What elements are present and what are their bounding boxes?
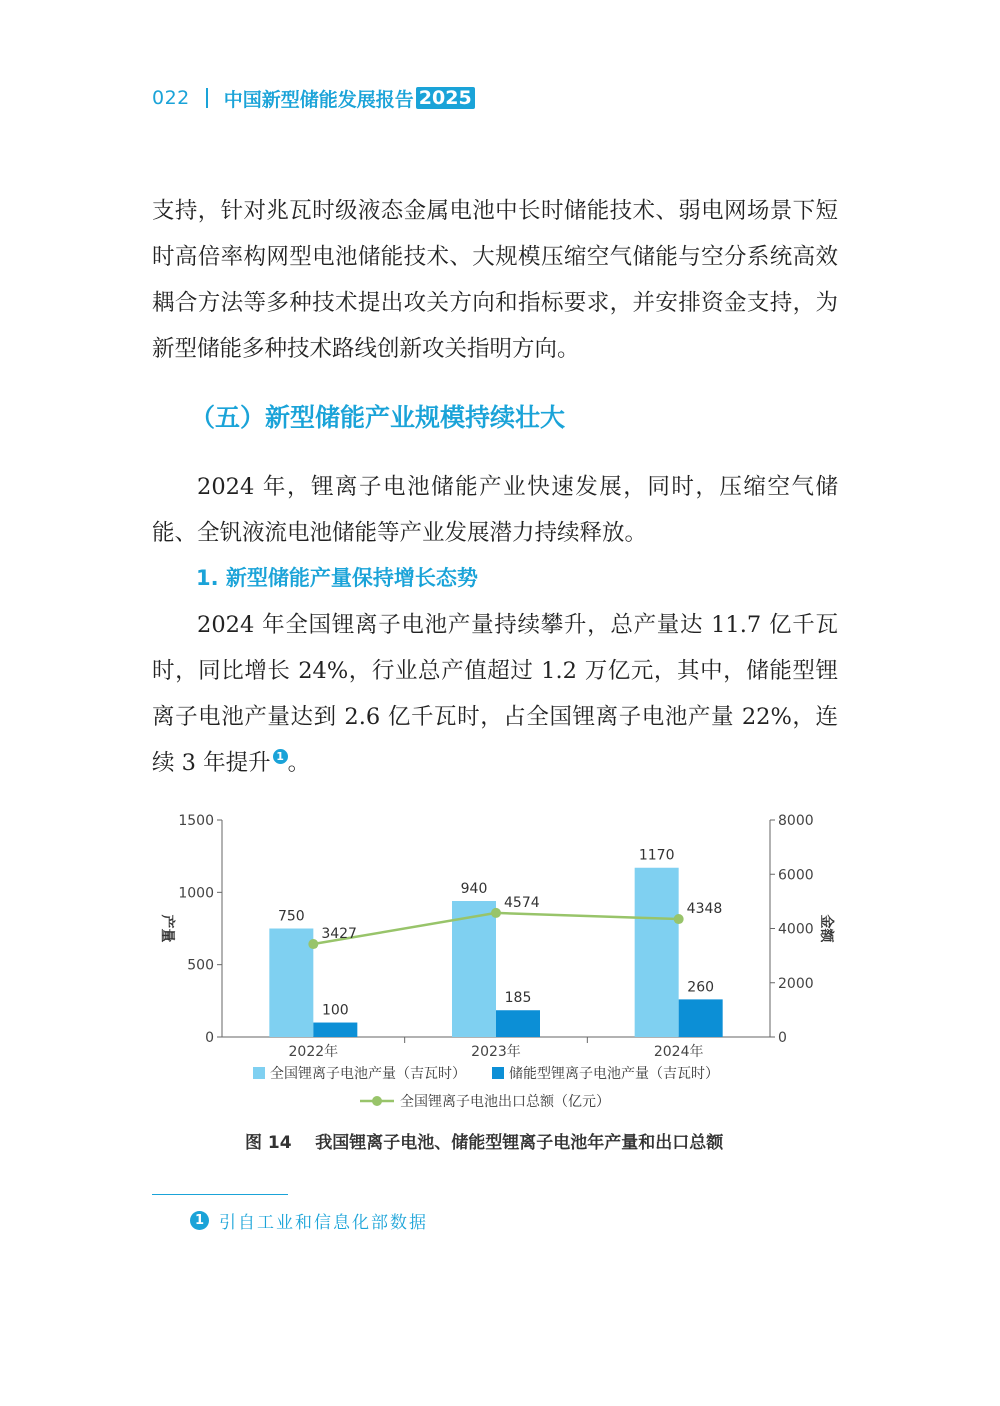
right-axis-tick-label: 4000: [778, 921, 814, 938]
bar-storage: [313, 1023, 357, 1037]
legend-label: 全国锂离子电池出口总额（亿元）: [400, 1094, 610, 1110]
bar-data-label: 185: [504, 990, 532, 1007]
bar-total: [452, 901, 496, 1037]
export-data-label: 3427: [321, 926, 357, 943]
x-axis-tick-label: 2024年: [653, 1044, 704, 1060]
bar-data-label: 100: [321, 1002, 349, 1019]
page-number: 022: [152, 87, 190, 109]
bar-data-label: 940: [460, 881, 488, 898]
left-axis-title: 产量: [159, 914, 175, 943]
export-point: [491, 908, 501, 918]
footnote-number: 1: [190, 1211, 209, 1230]
x-axis-tick-label: 2022年: [288, 1044, 339, 1060]
footnote-marker[interactable]: 1: [273, 749, 288, 764]
paragraph-3-end: 。: [287, 750, 311, 776]
footnote: [190, 1208, 428, 1233]
legend-label: 全国锂离子电池产量（吉瓦时）: [270, 1066, 466, 1082]
legend-swatch: [492, 1067, 504, 1079]
footnote-text: 引自工业和信息化部数据: [219, 1213, 428, 1233]
production-export-chart: [150, 800, 850, 1125]
right-axis-tick-label: 6000: [778, 867, 814, 884]
legend-marker: [372, 1096, 382, 1106]
right-axis-tick-label: 8000: [778, 813, 814, 829]
export-point: [674, 914, 684, 924]
left-axis-tick-label: 1000: [178, 885, 214, 902]
report-year-badge: 2025: [416, 87, 475, 109]
legend-swatch: [253, 1067, 265, 1079]
left-axis-tick-label: 0: [205, 1030, 214, 1046]
page-header: [152, 84, 475, 112]
x-axis-tick-label: 2023年: [471, 1044, 521, 1060]
section-heading: （五）新型储能产业规模持续壮大: [190, 403, 566, 432]
bar-storage: [679, 999, 723, 1037]
legend-label: 储能型锂离子电池产量（吉瓦时）: [509, 1066, 719, 1082]
bar-data-label: 260: [687, 979, 715, 996]
sub-heading: 1. 新型储能产量保持增长态势: [196, 566, 478, 590]
right-axis-tick-label: 0: [778, 1030, 787, 1046]
paragraph-1: 支持，针对兆瓦时级液态金属电池中长时储能技术、弱电网场景下短时高倍率构网型电池储能技术、大规模压缩空气储能与空分系统高效耦合方法等多种技术提出攻关方向和指标要求，并安排资金支持，为新型储能多种技术路线创新攻关指明方向。: [152, 198, 838, 362]
header-divider: [206, 88, 208, 108]
report-title: 中国新型储能发展报告: [223, 88, 414, 111]
bar-total: [269, 929, 313, 1038]
right-axis-tick-label: 2000: [778, 975, 814, 992]
bar-storage: [496, 1010, 540, 1037]
bar-total: [635, 868, 679, 1037]
left-axis-tick-label: 500: [187, 957, 214, 974]
bar-data-label: 750: [277, 908, 305, 925]
paragraph-3-text: 2024 年全国锂离子电池产量持续攀升，总产量达 11.7 亿千瓦时，同比增长 24%，行业总产值超过 1.2 万亿元，其中，储能型锂离子电池产量达到 2.6 亿千瓦时，占全国锂离子电池产量 22%，连续 3 年提升: [152, 612, 838, 776]
export-data-label: 4348: [686, 901, 723, 918]
right-axis-title: 金额: [818, 914, 834, 943]
paragraph-3: [152, 602, 838, 786]
export-point: [308, 939, 318, 949]
figure-caption: 图 14 我国锂离子电池、储能型锂离子电池年产量和出口总额: [245, 1133, 724, 1153]
export-data-label: 4574: [504, 894, 540, 911]
left-axis-tick-label: 1500: [178, 813, 214, 829]
paragraph-2: 2024 年，锂离子电池储能产业快速发展，同时，压缩空气储能、全钒液流电池储能等产业发展潜力持续释放。: [152, 474, 838, 546]
footnote-rule: [152, 1194, 288, 1195]
bar-data-label: 1170: [638, 847, 675, 864]
